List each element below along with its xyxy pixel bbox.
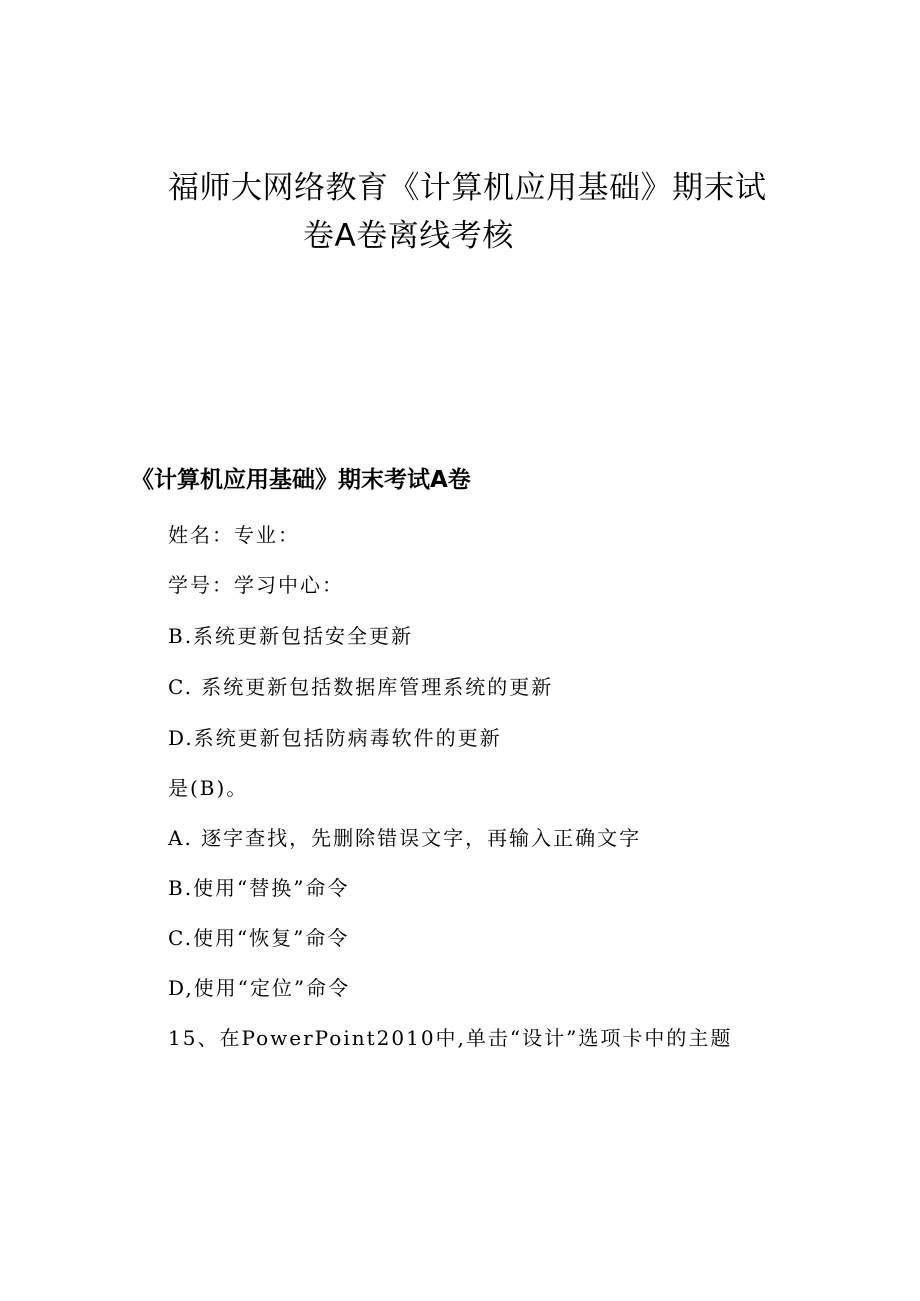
question-15-line: 15、在PowerPoint2010中,单击“设计”选项卡中的主题: [168, 1026, 733, 1050]
answer-line: 是(B)。: [168, 776, 249, 800]
document-title-line-1: 福师大网络教育《计算机应用基础》期末试: [168, 170, 767, 206]
option-a-find-delete: A. 逐字查找，先删除错误文字，再输入正确文字: [168, 826, 642, 850]
option-d-goto: D,使用“定位”命令: [168, 976, 351, 1000]
option-b-replace: B.使用“替换”命令: [168, 876, 350, 900]
option-c-database-update: C. 系统更新包括数据库管理系统的更新: [168, 675, 554, 699]
option-b-security-update: B.系统更新包括安全更新: [168, 624, 414, 648]
option-d-antivirus-update: D.系统更新包括防病毒软件的更新: [168, 726, 502, 750]
name-major-line: 姓名：专业：: [168, 523, 300, 547]
student-id-center-line: 学号：学习中心：: [168, 573, 344, 597]
document-title-line-2: 卷A卷离线考核: [303, 218, 514, 254]
option-c-restore: C.使用“恢复”命令: [168, 926, 350, 950]
exam-heading: 《计算机应用基础》期末考试A卷: [131, 467, 471, 493]
